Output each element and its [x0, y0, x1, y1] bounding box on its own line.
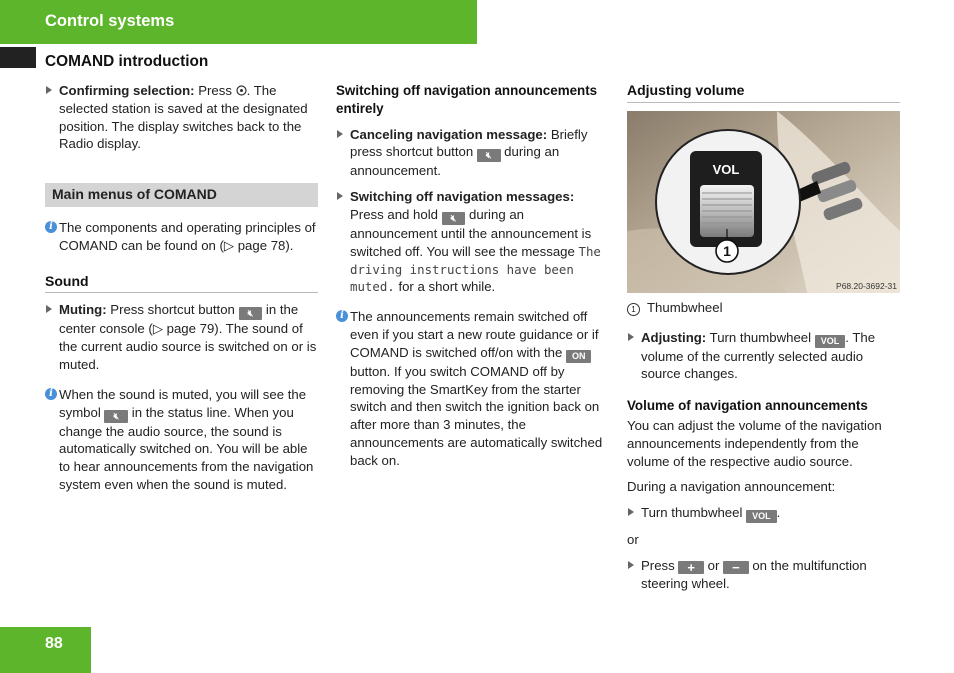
muting-text-1: Press shortcut button — [110, 302, 235, 318]
switchoff-label: Switching off navigation messages: — [350, 189, 575, 205]
muting-text-2: in the center console (▷ page 79). The sound of the current audio source is switched on or is muted. — [59, 302, 317, 372]
info-note-1 — [45, 219, 318, 255]
confirm-text-2: . The selected station is saved at the designated position. The display switches back to the Radio display. — [59, 83, 308, 152]
info-icon: i — [45, 221, 57, 233]
mute-key-icon: 🔇︎ — [239, 307, 263, 320]
image-caption — [627, 299, 900, 317]
vol-label: VOL — [712, 161, 740, 177]
image-code: P68.20-3692-31 — [836, 280, 897, 291]
press-text: Press — [641, 557, 675, 573]
info-note-3-text-2: button. If you switch COMAND off by removing the SmartKey from the starter switch and then switch the ignition back on after more than 3 minutes, the announcements are automatically switched back on. — [350, 363, 603, 468]
main-menus-heading: Main menus of COMAND — [45, 183, 318, 207]
mute-key-icon: 🔇︎ — [442, 212, 466, 225]
adjust-volume-heading: Adjusting volume — [627, 82, 900, 103]
during-text: During a navigation announcement: — [627, 479, 836, 495]
nav-volume-heading: Volume of navigation announcements — [627, 398, 868, 414]
cancel-text-1: Briefly press shortcut button — [350, 126, 588, 160]
chapter-title: Control systems — [45, 12, 175, 30]
section-marker — [0, 47, 36, 68]
vol-key: VOL — [746, 510, 777, 523]
page-number: 88 — [45, 635, 63, 652]
message-intro: You will see the message — [426, 243, 575, 259]
nav-volume-text: You can adjust the volume of the navigation announcements independently from the volume of the respective audio source. — [627, 417, 882, 469]
press-end-text: on the multifunction steering wheel. — [641, 557, 867, 591]
cancel-label: Canceling navigation message: — [350, 126, 548, 142]
column-1 — [45, 82, 318, 502]
page-number-box — [0, 627, 91, 673]
info-note-3 — [336, 308, 610, 469]
turn-text: Turn thumbwheel — [641, 505, 743, 521]
info-icon: i — [336, 310, 348, 322]
message-end: for a short while. — [398, 279, 496, 295]
info-note-3-text-1: The announcements remain switched off even if you start a new route guidance or if COMAND is switched off/on with the — [350, 309, 599, 360]
info-note-2-text-1: When the sound is muted, you will see the symbol — [59, 386, 307, 420]
adjusting-text-1: Turn thumbwheel — [709, 329, 812, 345]
controller-icon — [236, 83, 247, 98]
on-key: ON — [566, 350, 592, 363]
or-text-2: or — [707, 557, 720, 573]
adjusting-label: Adjusting: — [641, 329, 707, 345]
section-title: COMAND introduction — [45, 53, 209, 70]
info-note-2-text-2: in the status line. When you change the audio source, the sound is automatically switched on. You will be able to hear announcements from the navigation system even when the sound is muted. — [59, 404, 314, 492]
sound-heading: Sound — [45, 273, 318, 294]
confirm-label: Confirming selection: — [59, 83, 195, 98]
plus-key-icon: + — [678, 561, 704, 574]
minus-key-icon: − — [723, 561, 749, 574]
or-text: or — [627, 532, 639, 548]
cancel-step — [336, 126, 610, 181]
switchoff-text-2: during an announcement until the announcement is switched off. — [350, 206, 592, 259]
caption-number: 1 — [627, 303, 640, 316]
thumbwheel-illustration — [627, 111, 900, 293]
switchoff-text-1: Press and hold — [350, 206, 438, 222]
vol-key: VOL — [815, 335, 846, 348]
muting-step — [45, 301, 318, 373]
muted-message: The driving instructions have been muted. — [350, 243, 601, 295]
confirm-step — [45, 82, 318, 153]
muting-label: Muting: — [59, 302, 107, 318]
info-note-2 — [45, 386, 318, 494]
turn-step: Turn thumbwheel VOL . — [627, 504, 900, 523]
press-step — [627, 557, 900, 593]
mute-symbol-icon: 🔇︎ — [104, 410, 128, 423]
column-2 — [336, 82, 610, 478]
mute-key-icon: 🔇︎ — [477, 149, 501, 162]
confirm-text: Press — [198, 83, 232, 98]
info-note-1-text: The components and operating principles of COMAND can be found on (▷ page 78). — [59, 219, 316, 253]
column-3 — [627, 82, 900, 601]
switchoff-step — [336, 188, 610, 296]
caption-text: Thumbwheel — [647, 299, 723, 315]
adjusting-step: Adjusting: Turn thumbwheel VOL . The volume of the currently selected audio source changes. — [627, 329, 900, 384]
cancel-text-2: during an announcement. — [350, 144, 560, 179]
info-icon: i — [45, 388, 57, 400]
adjusting-text-2: The volume of the currently selected audio source changes. — [641, 329, 876, 382]
nav-off-heading: Switching off navigation announcements entirely — [336, 83, 598, 116]
callout-number: 1 — [723, 242, 731, 259]
chapter-header — [0, 0, 477, 44]
